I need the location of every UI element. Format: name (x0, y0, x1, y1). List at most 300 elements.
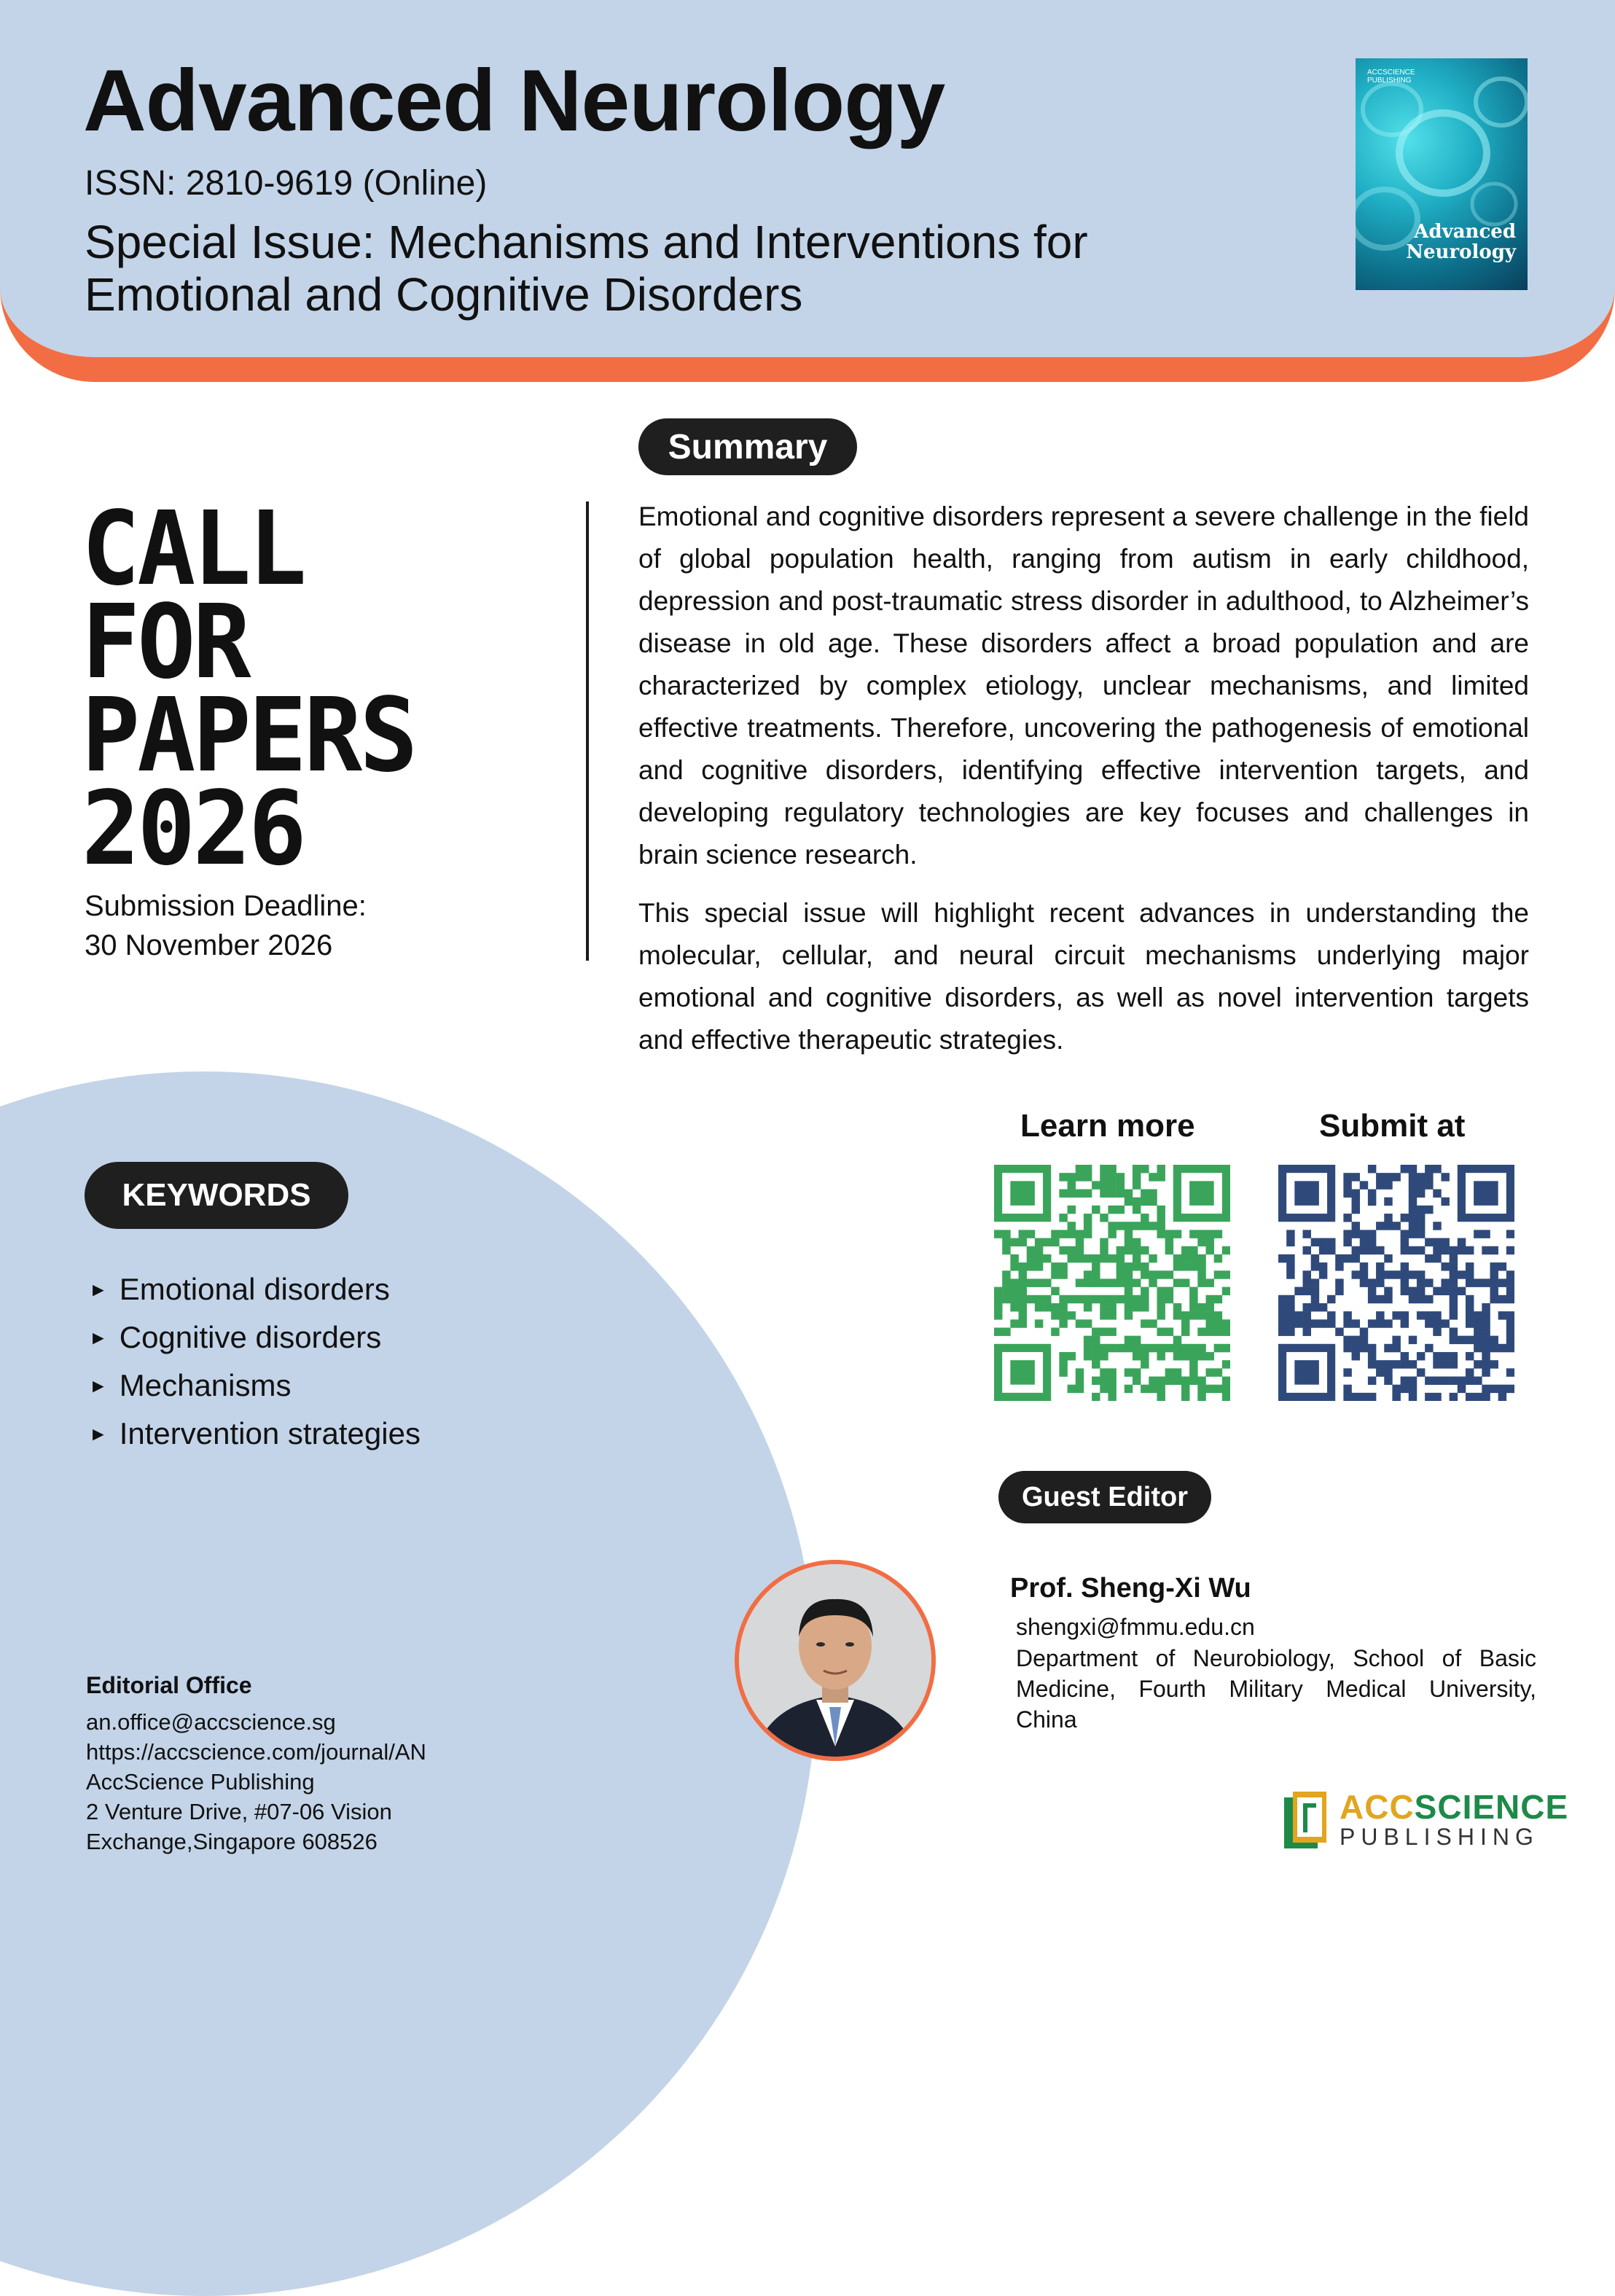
guest-editor-name: Prof. Sheng-Xi Wu (1010, 1573, 1251, 1604)
qr-module (1035, 1238, 1043, 1246)
qr-module (1002, 1270, 1010, 1278)
qr-module (1474, 1230, 1482, 1238)
qr-module (1506, 1270, 1514, 1278)
qr-module (1076, 1190, 1084, 1198)
guest-editor-email[interactable]: shengxi@fmmu.edu.cn (1016, 1614, 1255, 1640)
qr-module (1392, 1270, 1400, 1278)
qr-module (1311, 1254, 1319, 1262)
qr-module (1450, 1270, 1458, 1278)
qr-module (1205, 1352, 1213, 1360)
qr-module (1019, 1303, 1027, 1311)
qr-module (1059, 1246, 1067, 1254)
qr-module (1450, 1327, 1458, 1335)
qr-module (1441, 1376, 1449, 1384)
qr-module (1466, 1393, 1474, 1401)
qr-module (1059, 1173, 1067, 1181)
qr-module (1205, 1385, 1213, 1393)
qr-module (1441, 1319, 1449, 1327)
qr-module (1133, 1181, 1141, 1189)
qr-module (1376, 1319, 1384, 1327)
qr-module (1084, 1173, 1092, 1181)
qr-module (1181, 1385, 1189, 1393)
qr-module (1092, 1376, 1100, 1384)
qr-module (1197, 1327, 1205, 1335)
qr-module (1084, 1230, 1092, 1238)
qr-module (1482, 1230, 1490, 1238)
qr-module (1173, 1230, 1181, 1238)
qr-module (1100, 1295, 1108, 1303)
qr-module (1084, 1254, 1092, 1262)
qr-module (1189, 1254, 1197, 1262)
qr-module (1035, 1246, 1043, 1254)
qr-module (1368, 1198, 1376, 1206)
qr-module (1498, 1278, 1506, 1286)
qr-module (1343, 1181, 1351, 1189)
qr-module (1294, 1287, 1302, 1295)
qr-module (1490, 1360, 1498, 1368)
qr-module (1343, 1238, 1351, 1246)
qr-module (1084, 1190, 1092, 1198)
qr-module (1002, 1230, 1010, 1238)
qr-module (1294, 1311, 1302, 1319)
qr-module (1441, 1173, 1449, 1181)
qr-module (1311, 1262, 1319, 1270)
qr-module (1482, 1360, 1490, 1368)
qr-module (1002, 1287, 1010, 1295)
qr-module (1068, 1230, 1076, 1238)
submit-at-qr-code[interactable] (1278, 1165, 1514, 1401)
qr-module (1108, 1385, 1116, 1393)
qr-module (1417, 1190, 1425, 1198)
qr-module (1205, 1246, 1213, 1254)
qr-module (1335, 1278, 1343, 1286)
qr-module (1401, 1165, 1409, 1173)
qr-module (1401, 1230, 1409, 1238)
qr-module (1165, 1344, 1173, 1352)
qr-module (1368, 1278, 1376, 1286)
qr-module (994, 1230, 1002, 1238)
qr-module (1181, 1327, 1189, 1335)
qr-module (1450, 1303, 1458, 1311)
qr-module (1100, 1368, 1108, 1376)
qr-module (1092, 1262, 1100, 1270)
qr-module (1490, 1295, 1498, 1303)
qr-module (1084, 1214, 1092, 1222)
qr-module (1433, 1319, 1441, 1327)
qr-module (1068, 1246, 1076, 1254)
qr-module (1392, 1393, 1400, 1401)
qr-module (1068, 1173, 1076, 1181)
qr-module (1002, 1278, 1010, 1286)
qr-module (1409, 1360, 1417, 1368)
qr-module (1286, 1254, 1294, 1262)
qr-module (1343, 1368, 1351, 1376)
qr-module (1189, 1287, 1197, 1295)
qr-module (1165, 1270, 1173, 1278)
qr-module (1133, 1295, 1141, 1303)
qr-module (1222, 1327, 1230, 1335)
qr-module (1149, 1278, 1157, 1286)
qr-module (1059, 1319, 1067, 1327)
qr-module (1197, 1385, 1205, 1393)
qr-module (1458, 1385, 1466, 1393)
qr-module (1189, 1230, 1197, 1238)
qr-module (1181, 1393, 1189, 1401)
qr-module (1466, 1336, 1474, 1344)
qr-module (1019, 1319, 1027, 1327)
qr-module (1165, 1327, 1173, 1335)
qr-module (1027, 1278, 1035, 1286)
qr-module (1222, 1287, 1230, 1295)
qr-module (1149, 1190, 1157, 1198)
qr-module (1173, 1336, 1181, 1344)
qr-module (1474, 1278, 1482, 1286)
qr-module (1125, 1190, 1133, 1198)
qr-module (1010, 1295, 1018, 1303)
qr-module (1197, 1238, 1205, 1246)
qr-module (1165, 1368, 1173, 1376)
call-line-4: 2026 (82, 770, 305, 889)
qr-finder-pattern (1294, 1181, 1319, 1206)
qr-module (1117, 1181, 1125, 1189)
qr-module (1092, 1344, 1100, 1352)
qr-module (1343, 1393, 1351, 1401)
qr-module (1286, 1238, 1294, 1246)
qr-module (1417, 1246, 1425, 1254)
qr-module (1133, 1368, 1141, 1376)
qr-module (1084, 1344, 1092, 1352)
qr-module (1409, 1376, 1417, 1384)
qr-module (1319, 1303, 1327, 1311)
qr-module (1027, 1230, 1035, 1238)
qr-module (1010, 1238, 1018, 1246)
qr-finder-pattern (1474, 1181, 1498, 1206)
qr-module (1100, 1246, 1108, 1254)
office-email[interactable]: an.office@accscience.sg (86, 1709, 336, 1735)
qr-module (1360, 1393, 1368, 1401)
qr-module (1368, 1230, 1376, 1238)
qr-module (1165, 1376, 1173, 1384)
qr-module (1417, 1311, 1425, 1319)
qr-module (1401, 1311, 1409, 1319)
learn-more-label: Learn more (1020, 1108, 1195, 1144)
qr-module (1100, 1311, 1108, 1319)
qr-module (1450, 1278, 1458, 1286)
qr-module (1482, 1352, 1490, 1360)
learn-more-qr-code[interactable] (994, 1165, 1230, 1401)
qr-module (1141, 1270, 1149, 1278)
qr-module (1108, 1278, 1116, 1286)
qr-module (1108, 1230, 1116, 1238)
guest-editor-label: Guest Editor (998, 1471, 1211, 1523)
qr-module (1059, 1360, 1067, 1368)
qr-module (1108, 1303, 1116, 1311)
qr-module (1141, 1352, 1149, 1360)
qr-module (1205, 1295, 1213, 1303)
qr-module (1482, 1336, 1490, 1344)
qr-module (1433, 1165, 1441, 1173)
qr-module (1417, 1278, 1425, 1286)
qr-module (1100, 1165, 1108, 1173)
qr-module (1173, 1352, 1181, 1360)
qr-module (1466, 1278, 1474, 1286)
qr-module (1125, 1344, 1133, 1352)
qr-module (1165, 1295, 1173, 1303)
qr-module (1417, 1368, 1425, 1376)
qr-module (1197, 1254, 1205, 1262)
qr-module (1368, 1246, 1376, 1254)
summary-paragraph-1: Emotional and cognitive disorders represent a severe challenge in the field of global population health, ranging from autism in early childhood, depression and post-traumatic stress disorder in adulthood, to Alzheimer’s disease in old age. These disorders affect a broad population and are characterized by complex etiology, unclear mechanisms, and limited effective treatments. Therefore, uncovering the pathogenesis of emotional and cognitive disorders, identifying effective intervention targets, and developing regulatory technologies are key focuses and challenges in brain science research. (638, 501, 1529, 870)
qr-module (1100, 1173, 1108, 1181)
qr-module (1010, 1262, 1018, 1270)
qr-module (1084, 1278, 1092, 1286)
qr-module (1133, 1165, 1141, 1173)
qr-module (1376, 1270, 1384, 1278)
qr-module (1384, 1254, 1392, 1262)
qr-module (1343, 1336, 1351, 1344)
keyword-item: ► Mechanisms (89, 1368, 292, 1402)
qr-module (1059, 1303, 1067, 1311)
qr-module (1125, 1385, 1133, 1393)
qr-module (1401, 1214, 1409, 1222)
qr-module (1506, 1336, 1514, 1344)
qr-module (1125, 1295, 1133, 1303)
qr-module (1450, 1246, 1458, 1254)
qr-module (1303, 1230, 1311, 1238)
qr-module (1076, 1278, 1084, 1286)
qr-module (1076, 1230, 1084, 1238)
submission-deadline (85, 886, 367, 965)
journal-cover-image (1356, 58, 1528, 290)
qr-module (1100, 1238, 1108, 1246)
qr-module (1076, 1368, 1084, 1376)
qr-module (1051, 1303, 1059, 1311)
qr-module (1458, 1336, 1466, 1344)
qr-module (1425, 1254, 1433, 1262)
qr-module (1303, 1246, 1311, 1254)
qr-module (1173, 1254, 1181, 1262)
qr-module (1417, 1295, 1425, 1303)
qr-module (1490, 1278, 1498, 1286)
summary-label: Summary (638, 418, 857, 475)
qr-module (1051, 1311, 1059, 1319)
qr-module (1068, 1254, 1076, 1262)
qr-module (1401, 1352, 1409, 1360)
qr-module (1384, 1173, 1392, 1181)
qr-module (1278, 1295, 1286, 1303)
qr-module (1450, 1254, 1458, 1262)
qr-module (1173, 1344, 1181, 1352)
qr-module (1278, 1254, 1286, 1262)
qr-module (1068, 1206, 1076, 1214)
qr-module (1352, 1344, 1360, 1352)
qr-module (1051, 1270, 1059, 1278)
qr-module (1368, 1360, 1376, 1368)
qr-module (1181, 1319, 1189, 1327)
qr-module (1010, 1254, 1018, 1262)
qr-module (1108, 1327, 1116, 1335)
qr-module (1100, 1376, 1108, 1384)
qr-module (1181, 1246, 1189, 1254)
qr-module (1392, 1344, 1400, 1352)
qr-module (1002, 1327, 1010, 1335)
qr-module (1189, 1360, 1197, 1368)
qr-module (1343, 1190, 1351, 1198)
qr-module (1425, 1238, 1433, 1246)
qr-module (1409, 1190, 1417, 1198)
qr-module (1433, 1222, 1441, 1230)
qr-module (1376, 1360, 1384, 1368)
qr-module (1181, 1254, 1189, 1262)
qr-module (1433, 1393, 1441, 1401)
qr-module (1125, 1246, 1133, 1254)
qr-module (1092, 1336, 1100, 1344)
qr-module (1368, 1165, 1376, 1173)
qr-module (1141, 1262, 1149, 1270)
qr-module (1068, 1385, 1076, 1393)
qr-module (1165, 1230, 1173, 1238)
qr-module (1335, 1254, 1343, 1262)
qr-module (1490, 1287, 1498, 1295)
qr-module (1165, 1238, 1173, 1246)
qr-module (1117, 1222, 1125, 1230)
qr-module (1352, 1222, 1360, 1230)
office-url[interactable]: https://accscience.com/journal/AN (86, 1739, 426, 1765)
qr-module (1384, 1360, 1392, 1368)
qr-module (1409, 1270, 1417, 1278)
qr-module (1092, 1270, 1100, 1278)
qr-module (1474, 1311, 1482, 1319)
qr-module (1409, 1246, 1417, 1254)
qr-module (1384, 1295, 1392, 1303)
keyword-item: ► Intervention strategies (89, 1416, 421, 1450)
qr-module (1173, 1311, 1181, 1319)
qr-module (1059, 1190, 1067, 1198)
qr-module (1197, 1230, 1205, 1238)
office-address-line-2: Exchange,Singapore 608526 (86, 1829, 378, 1854)
qr-module (1450, 1376, 1458, 1384)
qr-module (1141, 1319, 1149, 1327)
qr-module (1133, 1262, 1141, 1270)
summary-paragraph-2: This special issue will highlight recent advances in understanding the molecular, cellular, and neural circuit mechanisms underlying major emotional and cognitive disorders, as well as novel intervention targets and effective therapeutic strategies. (638, 898, 1529, 1055)
qr-module (1084, 1303, 1092, 1311)
qr-finder-pattern (1010, 1181, 1035, 1206)
qr-module (1376, 1262, 1384, 1270)
qr-module (1409, 1295, 1417, 1303)
qr-module (1506, 1230, 1514, 1238)
qr-module (1417, 1287, 1425, 1295)
qr-module (1376, 1295, 1384, 1303)
qr-module (1352, 1206, 1360, 1214)
qr-module (1352, 1270, 1360, 1278)
qr-module (1197, 1344, 1205, 1352)
qr-module (1010, 1278, 1018, 1286)
qr-module (1433, 1287, 1441, 1295)
qr-module (1189, 1295, 1197, 1303)
qr-module (1441, 1262, 1449, 1270)
qr-module (1368, 1376, 1376, 1384)
qr-module (1433, 1190, 1441, 1198)
qr-module (1319, 1246, 1327, 1254)
qr-module (1327, 1311, 1335, 1319)
qr-module (1506, 1278, 1514, 1286)
qr-module (1303, 1327, 1311, 1335)
qr-module (1092, 1327, 1100, 1335)
qr-module (1076, 1246, 1084, 1254)
qr-module (1108, 1165, 1116, 1173)
call-line-1: CALL (82, 490, 305, 609)
qr-module (1433, 1376, 1441, 1384)
guest-editor-photo (735, 1560, 936, 1761)
qr-module (1035, 1262, 1043, 1270)
qr-module (1141, 1198, 1149, 1206)
qr-module (1173, 1376, 1181, 1384)
qr-module (1133, 1246, 1141, 1254)
cover-brand: ACCSCIENCE PUBLISHING (1367, 69, 1415, 85)
qr-module (1019, 1238, 1027, 1246)
book-logo-icon (1281, 1787, 1332, 1857)
qr-module (1092, 1393, 1100, 1401)
qr-module (1482, 1393, 1490, 1401)
qr-module (1076, 1165, 1084, 1173)
qr-module (1490, 1246, 1498, 1254)
qr-module (1214, 1319, 1222, 1327)
qr-module (1133, 1254, 1141, 1262)
qr-module (1352, 1173, 1360, 1181)
qr-module (1076, 1385, 1084, 1393)
qr-module (1343, 1385, 1351, 1393)
qr-module (1157, 1222, 1165, 1230)
qr-module (1384, 1287, 1392, 1295)
qr-module (1384, 1270, 1392, 1278)
portrait-illustration (739, 1564, 931, 1757)
qr-module (1450, 1311, 1458, 1319)
qr-finder-pattern (1010, 1360, 1035, 1385)
qr-module (1401, 1262, 1409, 1270)
qr-module (1409, 1206, 1417, 1214)
qr-module (1360, 1327, 1368, 1335)
qr-module (1319, 1238, 1327, 1246)
qr-module (1392, 1385, 1400, 1393)
qr-module (1084, 1352, 1092, 1360)
qr-module (1100, 1344, 1108, 1352)
qr-module (1189, 1311, 1197, 1319)
qr-module (1327, 1238, 1335, 1246)
qr-module (1189, 1344, 1197, 1352)
qr-module (1343, 1173, 1351, 1181)
qr-module (1474, 1327, 1482, 1335)
bullet-triangle-icon: ► (89, 1422, 108, 1445)
qr-module (1043, 1254, 1051, 1262)
qr-module (1108, 1206, 1116, 1214)
qr-module (1214, 1230, 1222, 1238)
qr-module (1157, 1376, 1165, 1384)
qr-module (1441, 1360, 1449, 1368)
qr-module (1278, 1327, 1286, 1335)
qr-module (1425, 1319, 1433, 1327)
qr-module (1376, 1368, 1384, 1376)
qr-module (1181, 1278, 1189, 1286)
qr-module (1157, 1206, 1165, 1214)
qr-module (1343, 1319, 1351, 1327)
cover-title: Advanced Neurology (1406, 221, 1516, 263)
qr-module (1092, 1295, 1100, 1303)
qr-module (1125, 1311, 1133, 1319)
qr-module (1286, 1295, 1294, 1303)
qr-module (1141, 1165, 1149, 1173)
qr-module (1125, 1270, 1133, 1278)
qr-module (1450, 1295, 1458, 1303)
